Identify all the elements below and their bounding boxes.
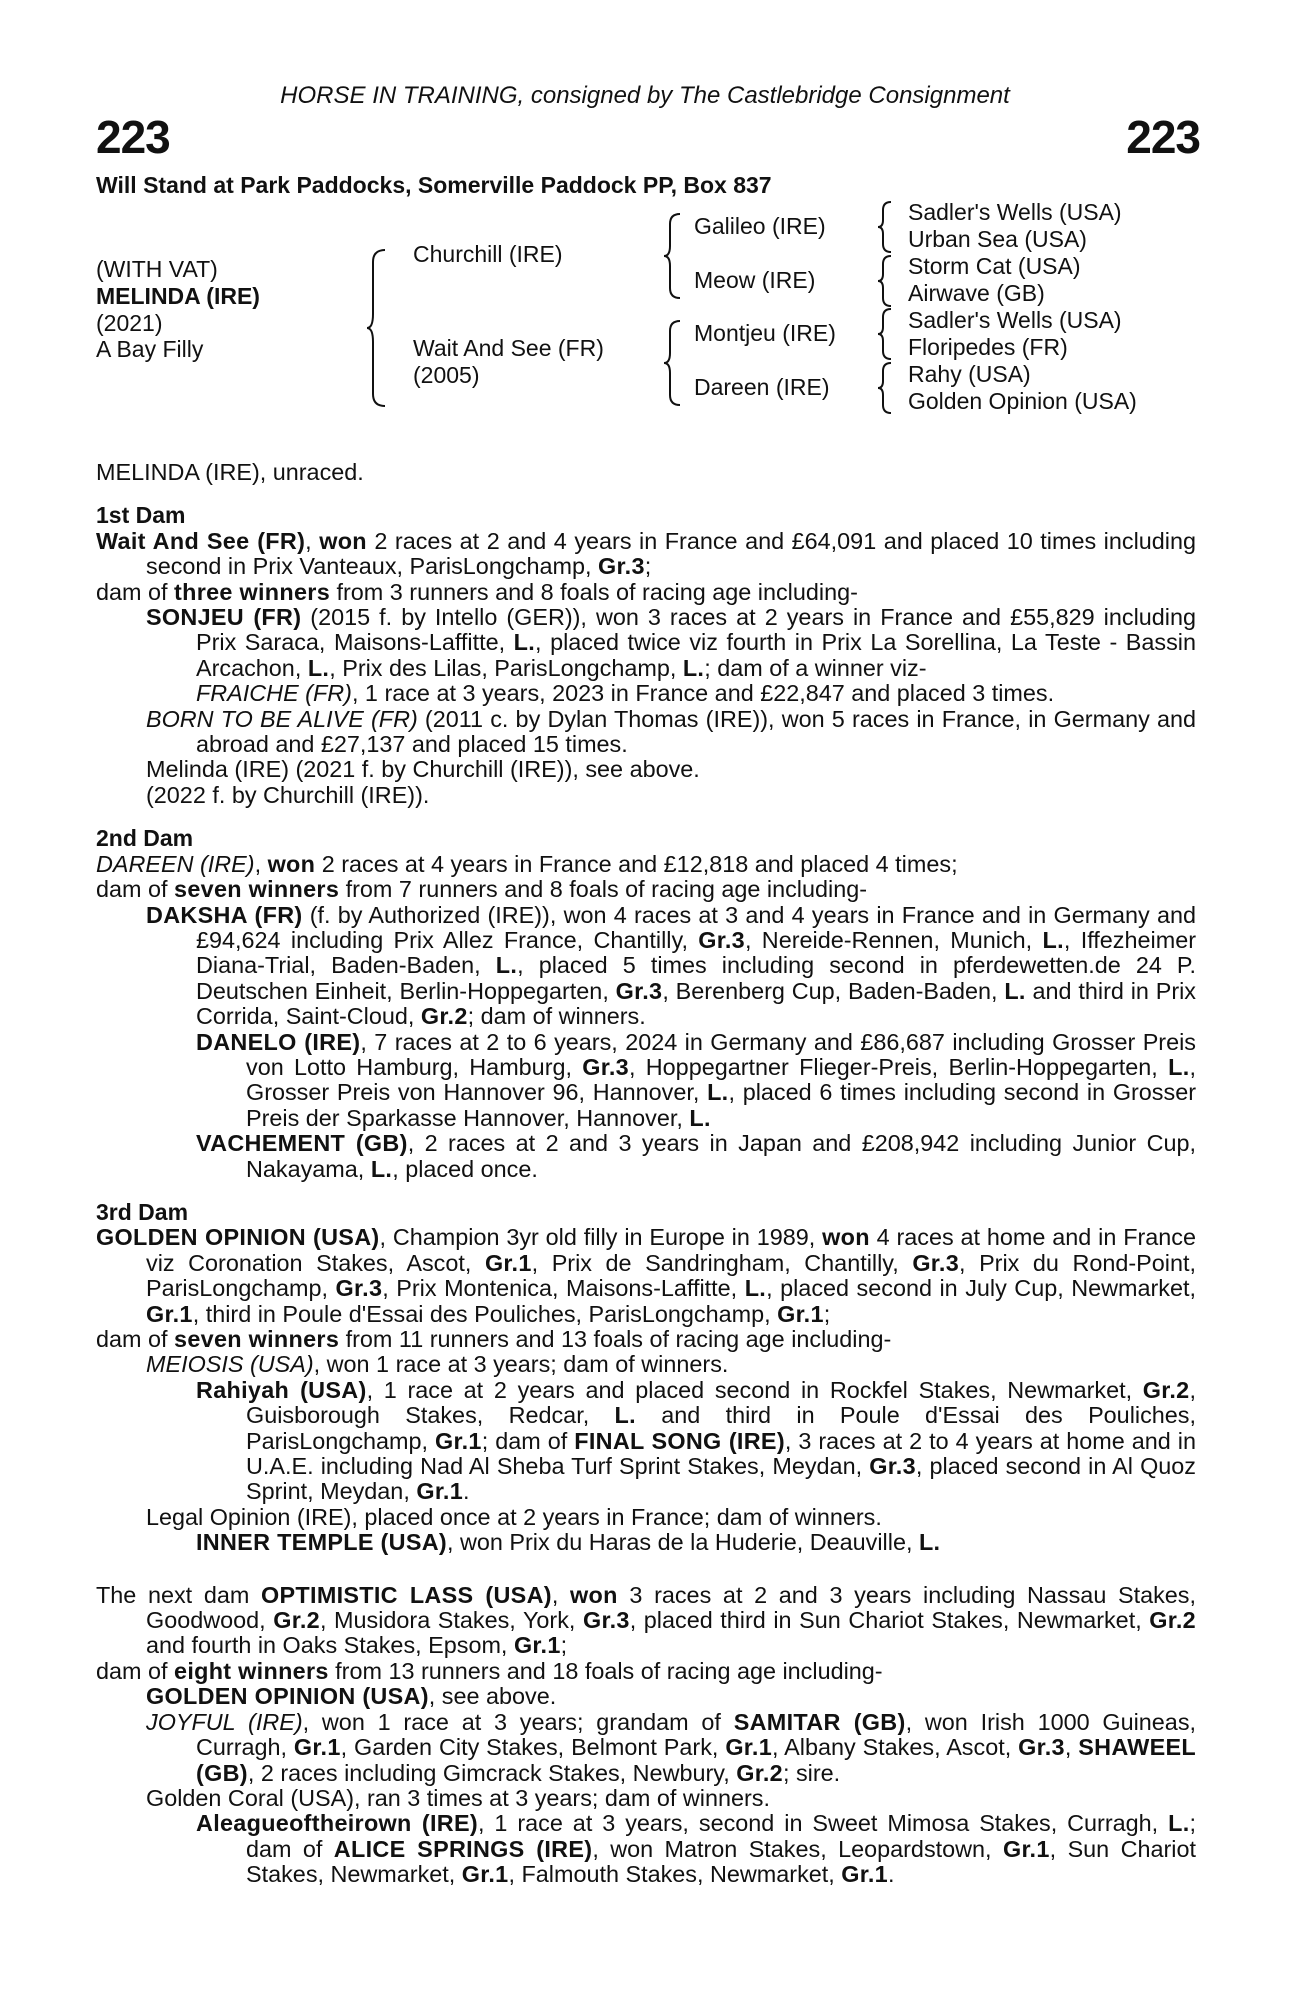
lot-number-right: 223 [1126,111,1200,163]
first-dam-produce-summary: dam of three winners from 3 runners and 8 foals of racing age including- [96,578,858,605]
third-dam-entry: GOLDEN OPINION (USA), Champion 3yr old filly in Europe in 1989, won 4 races at home and in France viz Coronation Stakes, Ascot, Gr.1, Prix de Sandringham, Chantilly, Gr.3, Prix du Rond-Point, ParisLongchamp, Gr.3, Prix Montenica, Maisons-Laffitte, L., placed second in July Cup, Newmarket, Gr.1, third in Poule d'Essai des Pouliches, ParisLongchamp, Gr.1; [96,1224,1197,1327]
consignment-line: HORSE IN TRAINING, consigned by The Castlebridge Consignment [280,82,1010,109]
produce-golden-coral: Golden Coral (USA), ran 3 times at 3 years; dam of winners. [146,1784,770,1811]
third-dam-produce-summary: dam of seven winners from 11 runners and 13 foals of racing age including- [96,1326,892,1352]
ggs-5: Sadler's Wells (USA) [908,307,1122,333]
produce-aleagueoftheirown: Aleagueoftheirown (IRE), 1 race at 3 years, second in Sweet Mimosa Stakes, Curragh, L.; dam of ALICE SPRINGS (IRE), won Matron Stakes, Leopardstown, Gr.1, Sun Chariot Stakes, Newmarket, Gr.1, Falmouth Stakes, Newmarket, Gr.1. [196,1810,1196,1888]
ggs-7: Rahy (USA) [908,361,1031,387]
produce-danelo: DANELO (IRE), 7 races at 2 to 6 years, 2024 in Germany and £86,687 including Grosser Preis von Lotto Hamburg, Hamburg, Gr.3, Hoppegartner Flieger-Preis, Berlin-Hoppegarten, L., Grosser Preis von Hannover 96, Hannover, L., placed 6 times including second in Grosser Preis der Sparkasse Hannover, Hannover, L. [196,1028,1196,1131]
produce-golden-opinion: GOLDEN OPINION (USA), see above. [146,1683,557,1710]
brace-ggs-4 [876,361,894,415]
ggs-8: Golden Opinion (USA) [908,388,1137,414]
first-dam-entry: Wait And See (FR), won 2 races at 2 and 4 years in France and £64,091 and placed 10 times including second in Prix Vanteaux, ParisLongchamp, Gr.3; [96,527,1197,580]
second-dam-heading: 2nd Dam [96,825,194,852]
produce-legal-opinion: Legal Opinion (IRE), placed once at 2 years in France; dam of winners. [146,1503,882,1530]
produce-vachement: VACHEMENT (GB), 2 races at 2 and 3 years in Japan and £208,942 including Junior Cup, Nakayama, L., placed once. [196,1130,1196,1182]
produce-meiosis: MEIOSIS (USA), won 1 race at 3 years; dam of winners. [146,1351,729,1378]
horse-description: A Bay Filly [96,336,204,362]
dam-name: Wait And See (FR) [413,335,604,361]
vat-label: (WITH VAT) [96,256,218,282]
produce-fraiche: FRAICHE (FR), 1 race at 3 years, 2023 in France and £22,847 and placed 3 times. [196,680,1055,707]
brace-dam [662,319,684,407]
dam-dam: Dareen (IRE) [694,374,830,400]
lot-number-left: 223 [96,111,170,163]
ggs-4: Airwave (GB) [908,280,1045,306]
produce-sonjeu: SONJEU (FR) (2015 f. by Intello (GER)), won 3 races at 2 years in France and £55,829 including Prix Saraca, Maisons-Laffitte, L., placed twice viz fourth in Prix La Sorellina, La Teste - Bassin Arcachon, L., Prix des Lilas, ParisLongchamp, L.; dam of a winner viz- [146,604,1196,681]
brace-ggs-2 [876,254,894,308]
produce-rahiyah: Rahiyah (USA), 1 race at 2 years and placed second in Rockfel Stakes, Newmarket, Gr.2, Guisborough Stakes, Redcar, L. and third in Poule d'Essai des Pouliches, ParisLongchamp, Gr.1; dam of FINAL SONG (IRE), 3 races at 2 to 4 years at home and in U.A.E. including Nad Al Sheba Turf Sprint Stakes, Meydan, Gr.3, placed second in Al Quoz Sprint, Meydan, Gr.1. [196,1376,1197,1505]
brace-sire [662,212,684,300]
dam-year: (2005) [413,362,480,388]
second-dam-produce-summary: dam of seven winners from 7 runners and 8 foals of racing age including- [96,876,868,903]
first-dam-heading: 1st Dam [96,502,186,529]
produce-inner-temple: INNER TEMPLE (USA), won Prix du Haras de la Huderie, Deauville, L. [196,1529,941,1556]
brace-ggs-1 [876,200,894,254]
ggs-2: Urban Sea (USA) [908,226,1087,252]
produce-joyful: JOYFUL (IRE), won 1 race at 3 years; grandam of SAMITAR (GB), won Irish 1000 Guineas, Curragh, Gr.1, Garden City Stakes, Belmont Park, Gr.1, Albany Stakes, Ascot, Gr.3, SHAWEEL (GB), 2 races including Gimcrack Stakes, Newbury, Gr.2; sire. [146,1708,1197,1786]
third-dam-heading: 3rd Dam [96,1198,189,1225]
produce-2022: (2022 f. by Churchill (IRE)). [146,781,430,808]
second-dam-entry: DAREEN (IRE), won 2 races at 4 years in France and £12,818 and placed 4 times; [96,850,958,877]
ggs-6: Floripedes (FR) [908,334,1068,360]
brace-main [365,248,389,408]
horse-year: (2021) [96,310,163,336]
produce-daksha: DAKSHA (FR) (f. by Authorized (IRE)), won 4 races at 3 and 4 years in France and in Germany and £94,624 including Prix Allez France, Chantilly, Gr.3, Nereide-Rennen, Munich, L., Iffezheimer Diana-Trial, Baden-Baden, L., placed 5 times including second in pferdewetten.de 24 P. Deutschen Einheit, Berlin-Hoppegarten, Gr.3, Berenberg Cup, Baden-Baden, L. and third in Prix Corrida, Saint-Cloud, Gr.2; dam of winners. [146,901,1197,1030]
dam-sire: Montjeu (IRE) [694,320,836,346]
produce-born-to-be-alive: BORN TO BE ALIVE (FR) (2011 c. by Dylan Thomas (IRE)), won 5 races in France, in Germany and abroad and £27,137 and placed 15 times. [146,705,1196,758]
sire-sire: Galileo (IRE) [694,213,826,239]
ggs-1: Sadler's Wells (USA) [908,199,1122,225]
catalogue-body [96,460,1196,1888]
intro-line: MELINDA (IRE), unraced. [96,459,364,485]
produce-melinda: Melinda (IRE) (2021 f. by Churchill (IRE)), see above. [146,756,700,783]
sire-name: Churchill (IRE) [413,241,563,267]
brace-ggs-3 [876,307,894,361]
ggs-3: Storm Cat (USA) [908,253,1081,279]
next-dam-produce-summary: dam of eight winners from 13 runners and 18 foals of racing age including- [96,1657,883,1684]
stand-info: Will Stand at Park Paddocks, Somerville Paddock PP, Box 837 [96,172,772,198]
sire-dam: Meow (IRE) [694,267,816,293]
next-dam-entry: The next dam OPTIMISTIC LASS (USA), won 3 races at 2 and 3 years including Nassau Stakes, Goodwood, Gr.2, Musidora Stakes, York, Gr.3, placed third in Sun Chariot Stakes, Newmarket, Gr.2 and fourth in Oaks Stakes, Epsom, Gr.1; [96,1581,1197,1659]
horse-name: MELINDA (IRE) [96,283,260,309]
